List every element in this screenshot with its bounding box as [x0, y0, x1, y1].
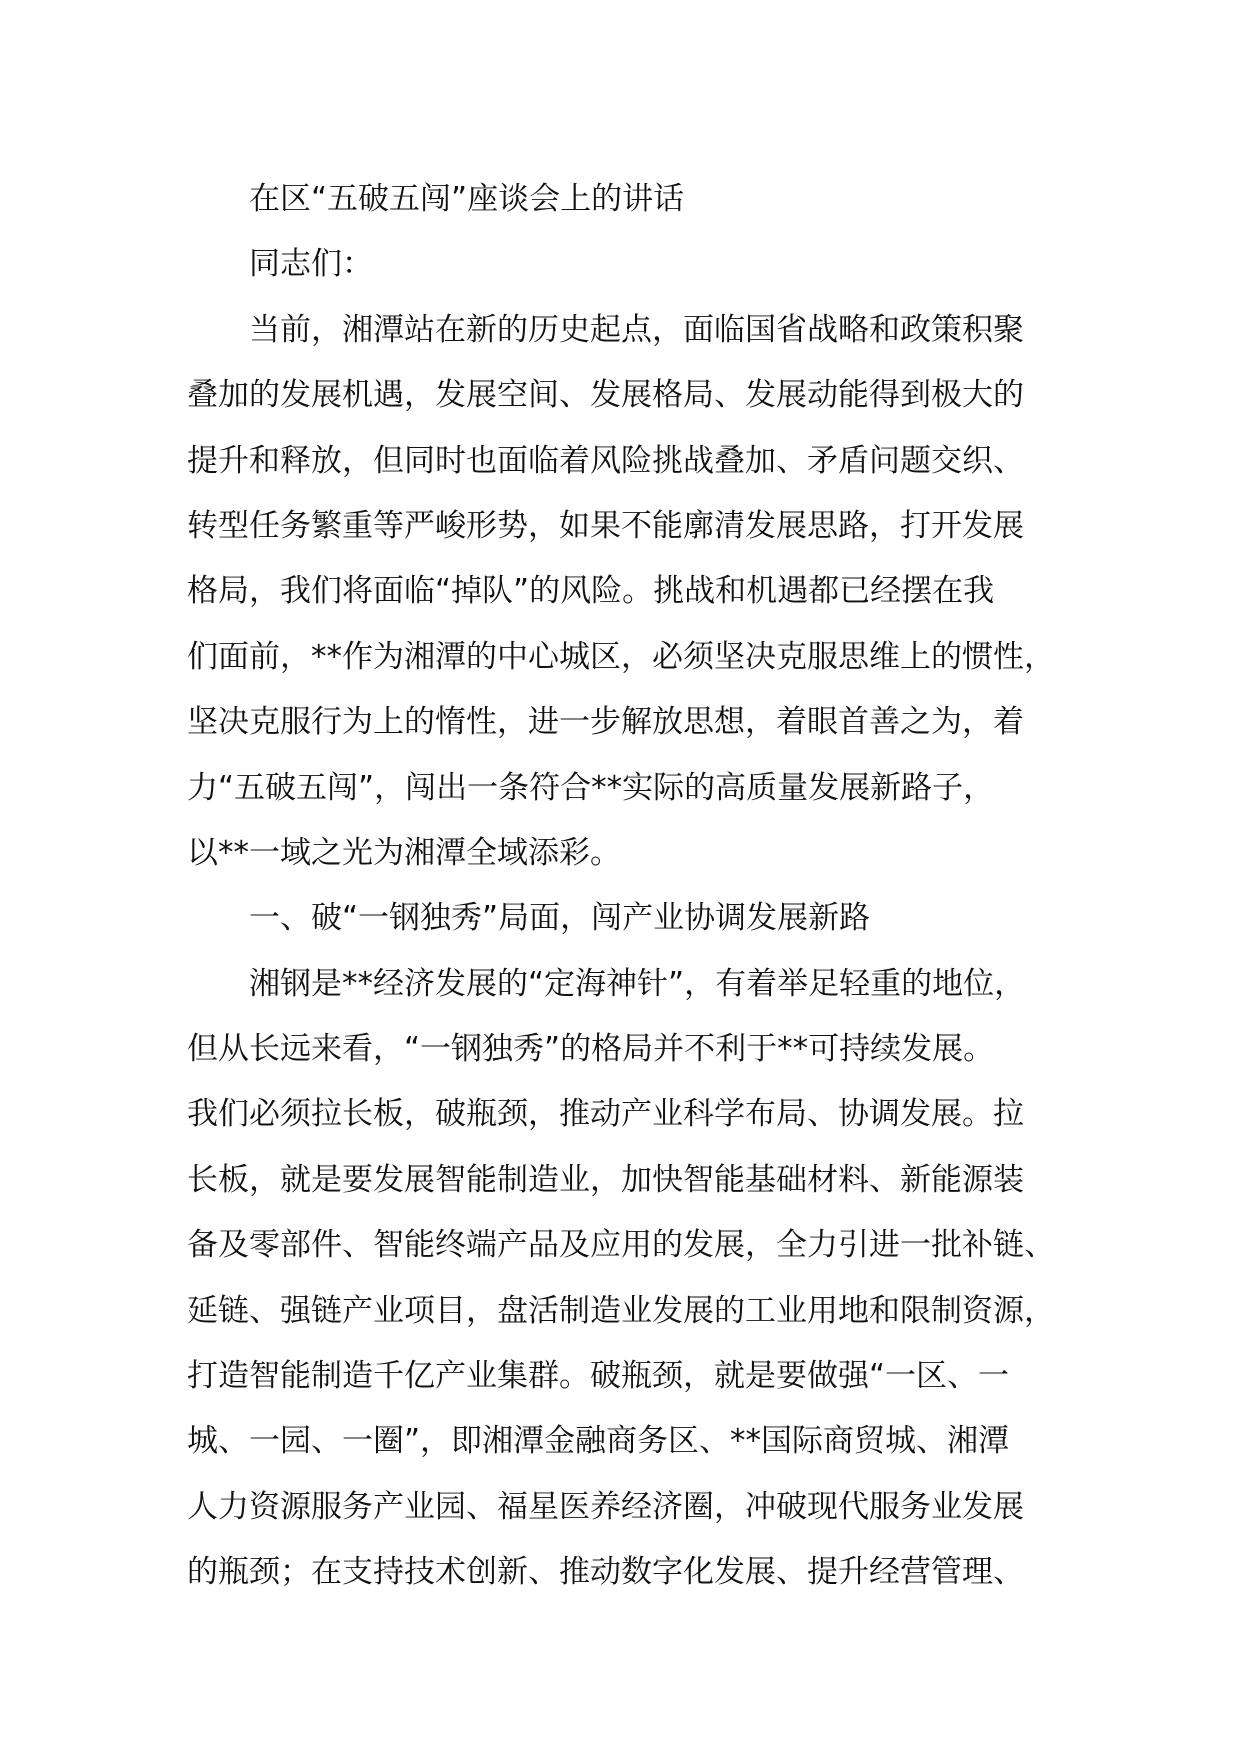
text-line: 延链、强链产业项目，盘活制造业发展的工业用地和限制资源， — [187, 1292, 1055, 1329]
text-line: 坚决克服行为上的惰性，进一步解放思想，着眼首善之为，着 — [187, 704, 1024, 741]
text-line: 转型任务繁重等严峻形势，如果不能廓清发展思路，打开发展 — [187, 507, 1024, 544]
text-line: 格局，我们将面临“掉队”的风险。挑战和机遇都已经摆在我 — [187, 573, 995, 610]
text-line: 打造智能制造千亿产业集群。破瓶颈，就是要做强“一区、一 — [187, 1358, 1010, 1395]
section-heading: 一、破“一钢独秀”局面，闯产业协调发展新路 — [249, 900, 871, 937]
text-line: 以**一域之光为湘潭全域添彩。 — [187, 834, 621, 871]
text-line: 力“五破五闯”，闯出一条符合**实际的高质量发展新路子， — [187, 769, 995, 806]
text-line: 们面前，**作为湘潭的中心城区，必须坚决克服思维上的惯性， — [187, 638, 1055, 675]
text-line: 的瓶颈；在支持技术创新、推动数字化发展、提升经营管理、 — [187, 1554, 1024, 1591]
text-line: 当前，湘潭站在新的历史起点，面临国省战略和政策积聚 — [249, 311, 1024, 348]
document-body — [187, 167, 1087, 1606]
text-line: 人力资源服务产业园、福星医养经济圈，冲破现代服务业发展 — [187, 1488, 1024, 1525]
text-line: 长板，就是要发展智能制造业，加快智能基础材料、新能源装 — [187, 1161, 1024, 1198]
text-line: 提升和释放，但同时也面临着风险挑战叠加、矛盾问题交织、 — [187, 442, 1024, 479]
text-line: 湘钢是**经济发展的“定海神针”，有着举足轻重的地位， — [249, 965, 1026, 1002]
text-line: 我们必须拉长板，破瓶颈，推动产业科学布局、协调发展。拉 — [187, 1096, 1024, 1133]
text-line: 叠加的发展机遇，发展空间、发展格局、发展动能得到极大的 — [187, 377, 1024, 414]
text-line: 备及零部件、智能终端产品及应用的发展，全力引进一批补链、 — [187, 1227, 1055, 1264]
text-line: 城、一园、一圈”，即湘潭金融商务区、**国际商贸城、湘潭 — [187, 1423, 1010, 1460]
salutation: 同志们： — [249, 246, 373, 283]
text-line: 但从长远来看，“一钢独秀”的格局并不利于**可持续发展。 — [187, 1031, 995, 1068]
document-title: 在区“五破五闯”座谈会上的讲话 — [249, 181, 685, 217]
